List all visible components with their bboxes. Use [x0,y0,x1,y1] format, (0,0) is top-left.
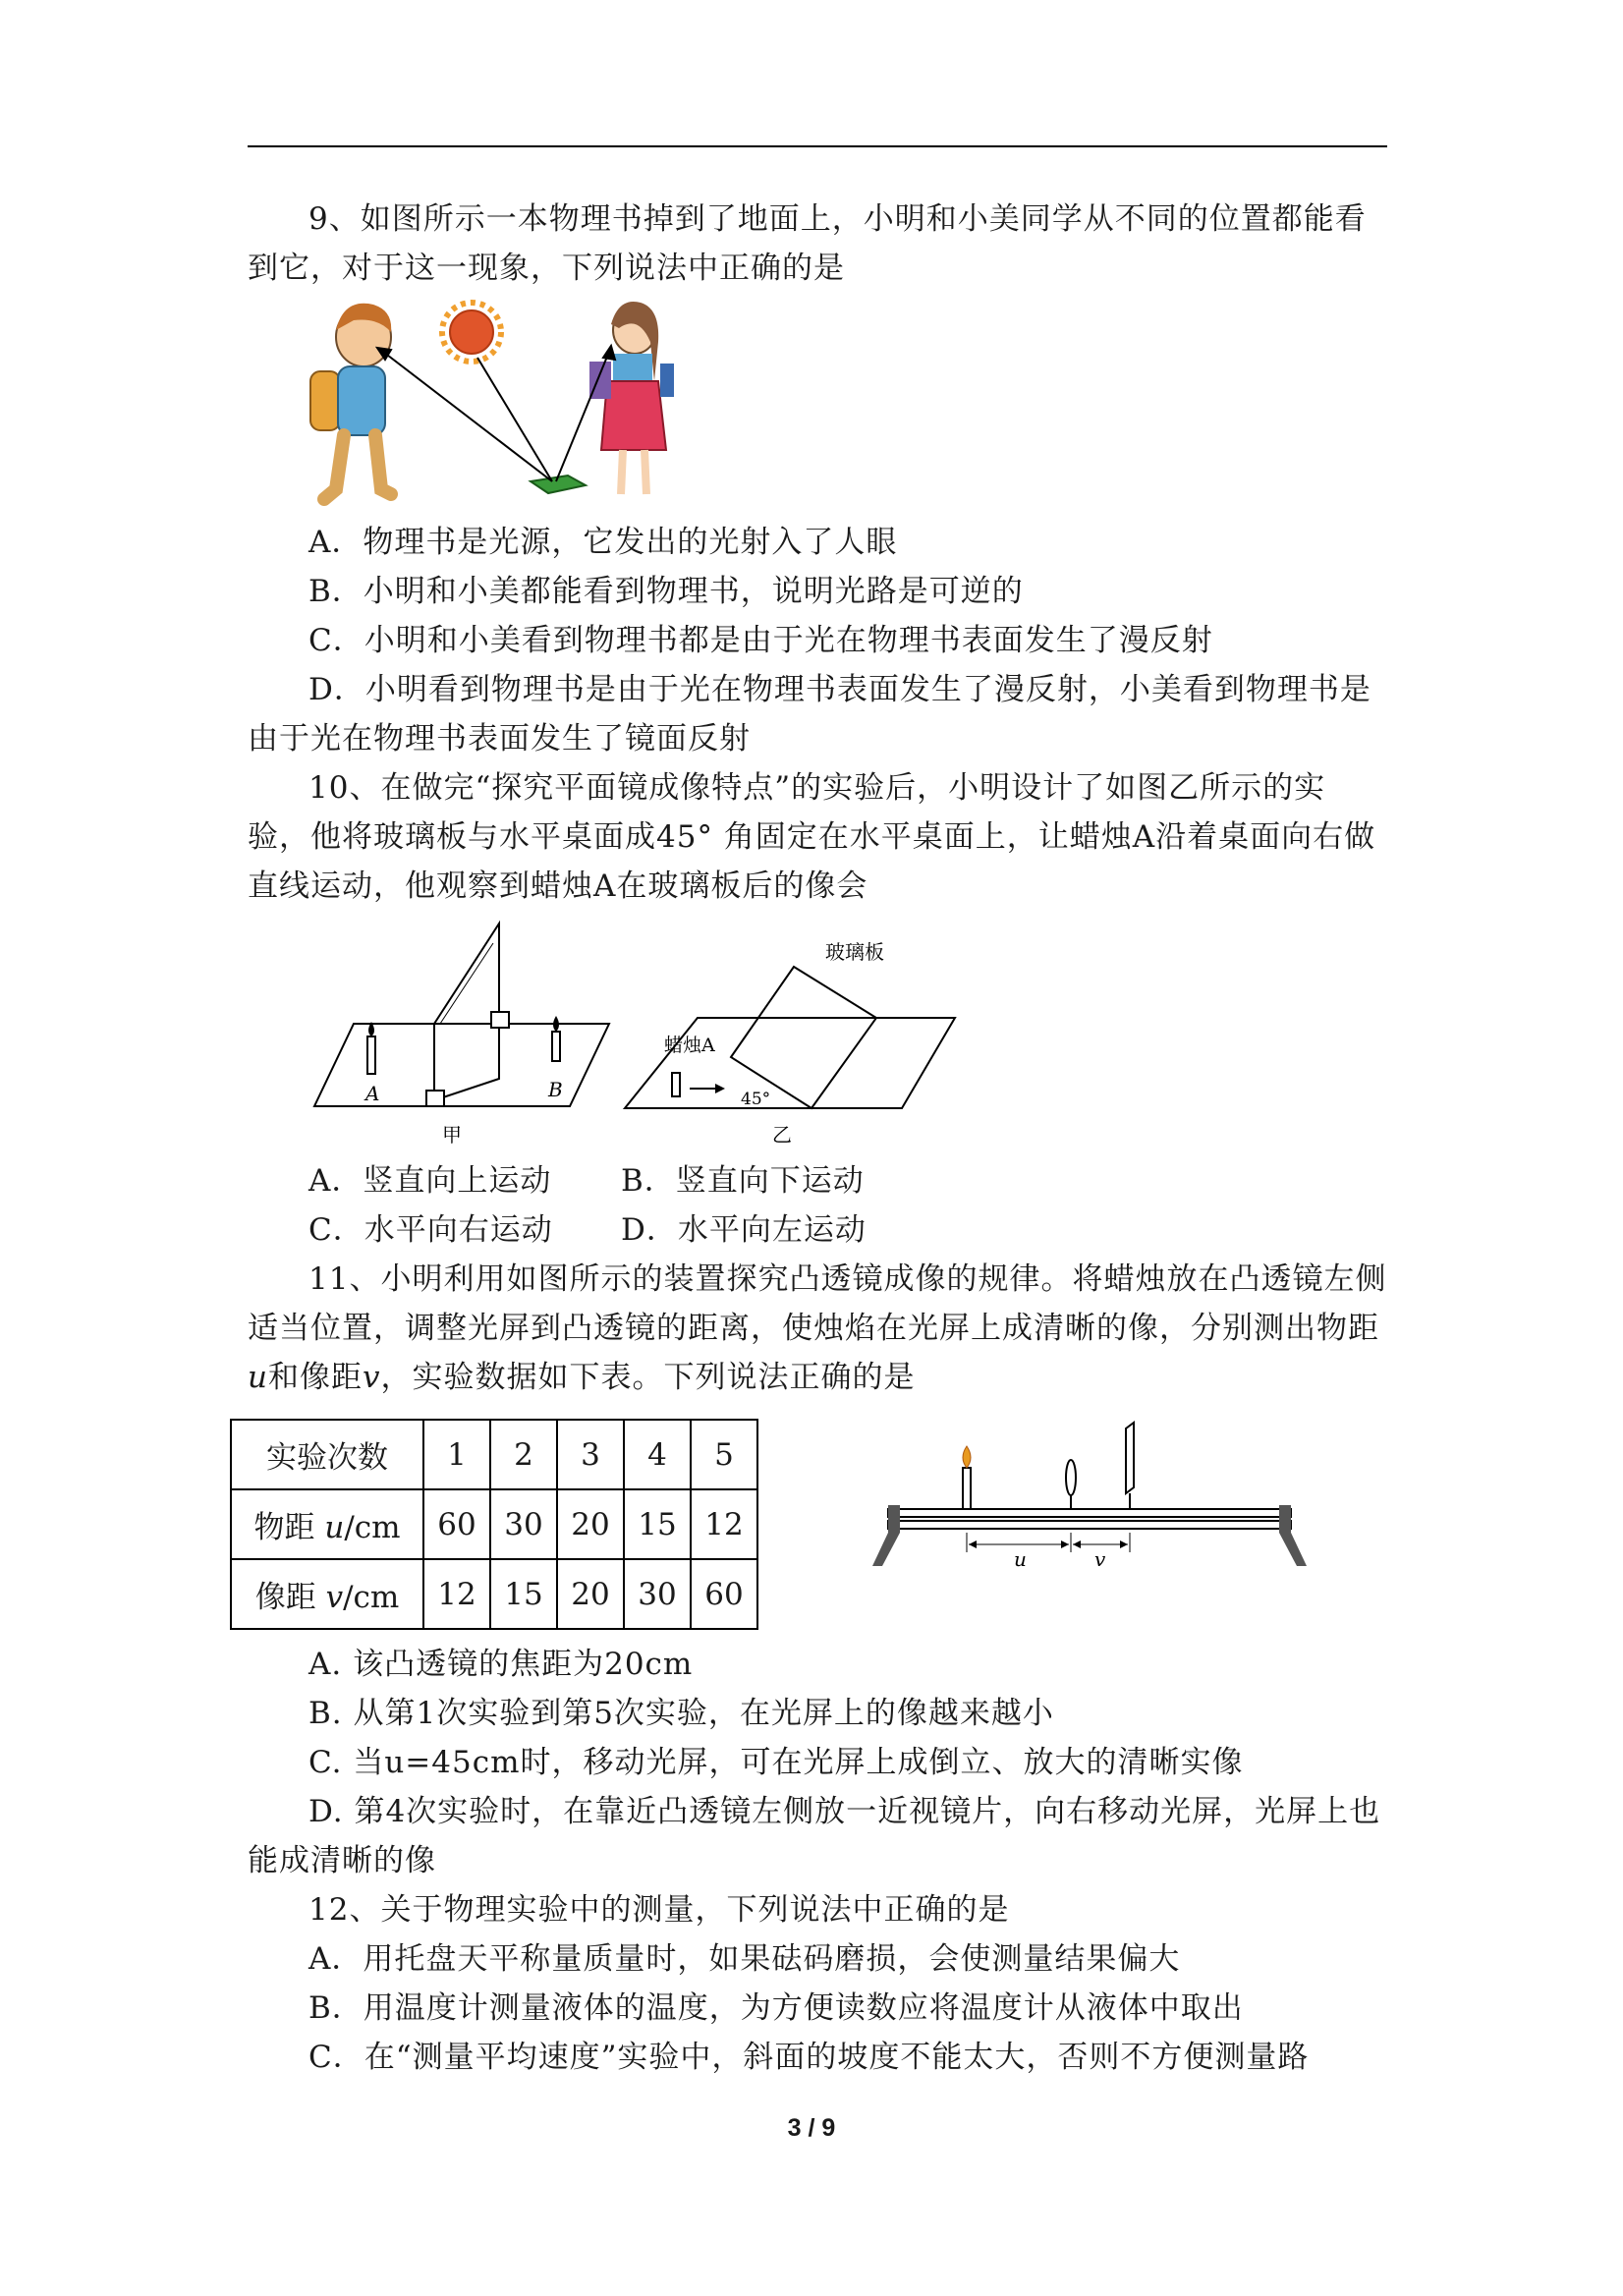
table-cell: 20 [557,1489,624,1559]
light-rays [377,346,615,481]
q9-option-b: B．小明和小美都能看到物理书，说明光路是可逆的 [308,574,1024,609]
q9-option-d: D．小明看到物理书是由于光在物理书表面发生了漫反射，小美看到物理书是由于光在物理书表面发生了镜面反射 [248,672,1371,756]
q9-option-a: A．物理书是光源，它发出的光射入了人眼 [308,525,898,560]
v-label: v [1094,1547,1106,1571]
q11-option-d: D. 第4次实验时，在靠近凸透镜左侧放一近视镜片，向右移动光屏，光屏上也能成清晰的像 [248,1794,1381,1878]
table-row-label [231,1559,423,1629]
q9-option-c: C．小明和小美看到物理书都是由于光在物理书表面发生了漫反射 [308,623,1213,658]
header-rule [248,145,1387,147]
table-row-label [231,1489,423,1559]
girl-illustration [589,302,674,494]
table-cell: 20 [557,1559,624,1629]
table-cell: 30 [490,1489,557,1559]
caption-jia: 甲 [442,1123,462,1147]
table-row-label: 实验次数 [231,1420,423,1489]
table-row [231,1559,757,1629]
q12-stem: 12、关于物理实验中的测量，下列说法中正确的是 [308,1892,1010,1928]
q11-option-a: A. 该凸透镜的焦距为20cm [308,1647,694,1682]
label-var: v [325,1580,344,1615]
q11-optical-bench-figure [868,1419,1311,1576]
label-text: 像距 [254,1580,316,1615]
q10-stem: 10、在做完“探究平面镜成像特点”的实验后，小明设计了如图乙所示的实验，他将玻璃板与水平桌面成45° 角固定在水平桌面上，让蜡烛A沿着桌面向右做直线运动，他观察到蜡烛A在玻璃板后的像会 [248,770,1376,904]
angle-label: 45° [741,1090,771,1109]
q9-stem: 9、如图所示一本物理书掉到了地面上，小明和小美同学从不同的位置都能看到它，对于这一现象，下列说法中正确的是 [248,201,1367,286]
label-unit: /cm [343,1580,400,1615]
q9-figure [295,293,688,509]
u-label: u [1014,1547,1027,1571]
table-row [231,1420,757,1489]
table-cell: 1 [423,1420,490,1489]
q10-option-a: A．竖直向上运动 [308,1163,552,1199]
candle-b-label: B [548,1078,563,1101]
table-cell: 30 [624,1559,691,1629]
caption-yi: 乙 [772,1123,792,1147]
q12-option-c: C．在“测量平均速度”实验中，斜面的坡度不能太大，否则不方便测量路 [308,2040,1310,2075]
table-cell: 4 [624,1420,691,1489]
q11-stem [248,1255,1387,1402]
q10-option-d: D．水平向左运动 [621,1212,867,1248]
table-cell: 3 [557,1420,624,1489]
sun-illustration [442,303,501,362]
q11-option-b: B. 从第1次实验到第5次实验，在光屏上的像越来越小 [308,1696,1054,1731]
table-cell: 12 [691,1489,757,1559]
label-unit: /cm [344,1510,401,1545]
q11-var-v: v [362,1360,381,1395]
table-row [231,1489,757,1559]
q10-option-b: B．竖直向下运动 [621,1163,865,1199]
candle-label: 蜡烛A [664,1035,715,1056]
table-cell: 5 [691,1420,757,1489]
table-cell: 2 [490,1420,557,1489]
table-cell: 12 [423,1559,490,1629]
label-var: u [324,1510,345,1545]
q11-stem-pre: 11、小明利用如图所示的装置探究凸透镜成像的规律。将蜡烛放在凸透镜左侧适当位置，调整光屏到凸透镜的距离，使烛焰在光屏上成清晰的像，分别测出物距 [248,1261,1387,1346]
q10-figure-yi [619,933,963,1149]
q12-option-a: A．用托盘天平称量质量时，如果砝码磨损，会使测量结果偏大 [308,1941,1181,1977]
table-cell: 15 [624,1489,691,1559]
glass-label: 玻璃板 [825,940,884,964]
q11-data-table [230,1419,758,1630]
candle-a-label: A [365,1082,380,1105]
q10-figure-jia [305,914,629,1149]
q11-var-u: u [248,1360,268,1395]
q11-stem-mid: 和像距 [267,1360,363,1395]
boy-illustration [310,304,391,499]
table-cell: 15 [490,1559,557,1629]
table-cell: 60 [423,1489,490,1559]
q11-option-c: C. 当u=45cm时，移动光屏，可在光屏上成倒立、放大的清晰实像 [308,1745,1244,1780]
q12-option-b: B．用温度计测量液体的温度，为方便读数应将温度计从液体中取出 [308,1990,1244,2026]
q11-stem-post: ，实验数据如下表。下列说法正确的是 [380,1360,916,1395]
table-cell: 60 [691,1559,757,1629]
q10-option-c: C．水平向右运动 [308,1212,553,1248]
label-text: 物距 [253,1510,315,1545]
page-number: 3 / 9 [787,2114,836,2142]
